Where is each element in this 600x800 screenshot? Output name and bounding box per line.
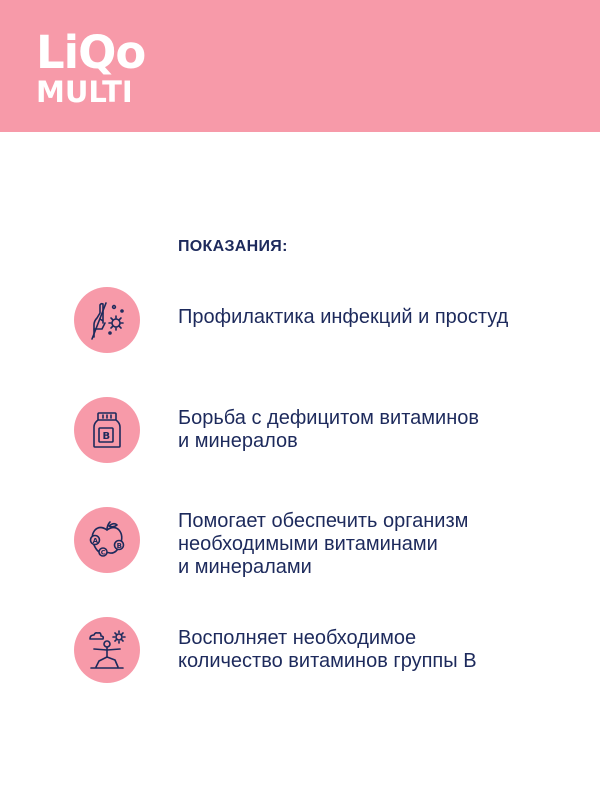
svg-text:B: B — [116, 542, 122, 550]
hand-stop-virus-icon — [74, 287, 140, 353]
text-line: необходимыми витаминами — [178, 533, 438, 555]
logo-line1: LiQo — [36, 26, 146, 79]
indication-item — [74, 287, 574, 353]
brand-logo — [36, 26, 146, 109]
indication-text — [178, 510, 578, 579]
text-line: Борьба с дефицитом витаминов — [178, 407, 480, 429]
text-line: и минералов — [178, 430, 298, 452]
indication-text — [178, 306, 578, 329]
text-line: Профилактика инфекций и простуд — [178, 306, 509, 328]
yoga-person-icon — [74, 617, 140, 683]
logo-line2: MULTI — [36, 75, 133, 109]
text-line: и минералами — [178, 556, 312, 578]
vitamin-b-jar-icon — [74, 397, 140, 463]
text-line: Восполняет необходимое — [178, 627, 417, 649]
section-title: ПОКАЗАНИЯ: — [178, 238, 288, 255]
indication-item — [74, 617, 574, 683]
text-line: Помогает обеспечить организм — [178, 510, 469, 532]
svg-text:B: B — [102, 431, 111, 442]
apple-vitamins-icon — [74, 507, 140, 573]
header-banner — [0, 0, 600, 132]
svg-text:A: A — [92, 537, 99, 545]
text-line: количество витаминов группы В — [178, 650, 477, 672]
indication-item — [74, 507, 574, 578]
indication-item — [74, 397, 574, 463]
indication-text — [178, 627, 578, 673]
indication-text — [178, 407, 578, 453]
svg-text:C: C — [100, 548, 106, 557]
